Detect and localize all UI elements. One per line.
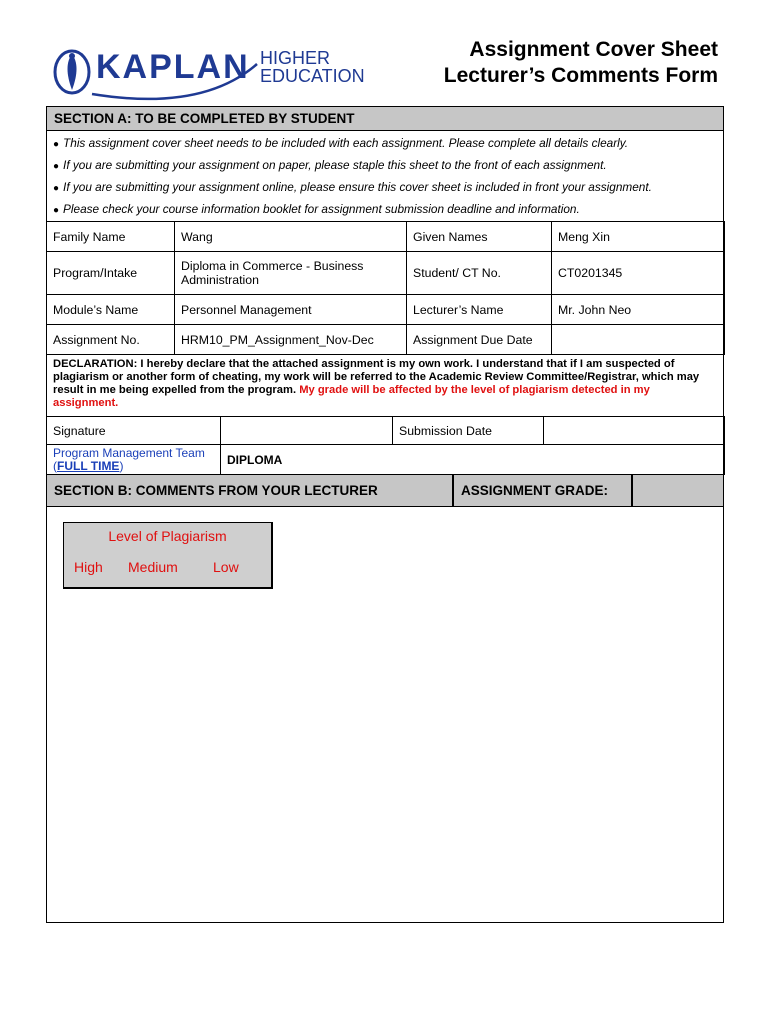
signature-label: Signature	[47, 417, 221, 445]
plagiarism-title: Level of Plagiarism	[108, 528, 227, 544]
module-field[interactable]: Personnel Management	[175, 295, 407, 325]
program-label: Program/Intake	[47, 252, 175, 295]
given-names-field[interactable]: Meng Xin	[552, 222, 725, 252]
plagiarism-level-box	[63, 522, 273, 589]
plagiarism-option-high[interactable]: High	[74, 559, 103, 575]
given-names-label: Given Names	[407, 222, 552, 252]
submission-table	[46, 416, 725, 475]
logo-text: KAPLAN	[96, 48, 250, 86]
kaplan-logo	[52, 34, 382, 114]
full-time-link[interactable]: FULL TIME	[57, 458, 120, 473]
student-details-table	[46, 221, 725, 355]
svg-text:HIGHER: HIGHER	[260, 48, 331, 68]
family-name-field[interactable]: Wang	[175, 222, 407, 252]
pm-team-label: Program Management Team (FULL TIME)	[47, 445, 221, 475]
student-no-field[interactable]: CT0201345	[552, 252, 725, 295]
instruction-bullet: ● This assignment cover sheet needs to be included with each assignment. Please complete all details clearly.	[53, 136, 629, 150]
lecturer-field[interactable]: Mr. John Neo	[552, 295, 725, 325]
instruction-bullet: ● If you are submitting your assignment online, please ensure this cover sheet is included in front your assignment.	[53, 180, 652, 194]
signature-field[interactable]	[221, 417, 393, 445]
section-a-heading: SECTION A: TO BE COMPLETED BY STUDENT	[46, 106, 724, 131]
family-name-label: Family Name	[47, 222, 175, 252]
title-line-2: Lecturer’s Comments Form	[443, 64, 718, 87]
title-line-1: Assignment Cover Sheet	[469, 38, 718, 61]
module-label: Module’s Name	[47, 295, 175, 325]
student-no-label: Student/ CT No.	[407, 252, 552, 295]
lecturer-label: Lecturer’s Name	[407, 295, 552, 325]
section-b-heading: SECTION B: COMMENTS FROM YOUR LECTURER	[46, 474, 453, 507]
declaration: DECLARATION: I hereby declare that the attached assignment is my own work. I understand that if I am suspected of plagiarism or another form of cheating, my work will be referred to the Academic Review Committee/Registrar, which may result in me being expelled from the program. My grade will be affected by the level of plagiarism detected in my assignment.	[53, 358, 700, 409]
due-date-field[interactable]	[552, 325, 725, 355]
lecturer-comments-area[interactable]	[47, 600, 723, 922]
assignment-grade-field[interactable]	[632, 474, 724, 507]
assignment-no-label: Assignment No.	[47, 325, 175, 355]
plagiarism-option-low[interactable]: Low	[213, 559, 239, 575]
due-date-label: Assignment Due Date	[407, 325, 552, 355]
declaration-warning: My grade will be affected by the level of plagiarism detected in my assignment.	[53, 384, 650, 409]
pm-team-value: DIPLOMA	[221, 445, 725, 475]
submission-date-label: Submission Date	[393, 417, 544, 445]
instruction-bullet: ● If you are submitting your assignment on paper, please staple this sheet to the front of each assignment.	[53, 158, 607, 172]
assignment-grade-label: ASSIGNMENT GRADE:	[453, 474, 632, 507]
plagiarism-option-medium[interactable]: Medium	[128, 559, 178, 575]
svg-text:EDUCATION: EDUCATION	[260, 66, 365, 86]
assignment-no-field[interactable]: HRM10_PM_Assignment_Nov-Dec	[175, 325, 407, 355]
submission-date-field[interactable]	[544, 417, 725, 445]
program-field[interactable]: Diploma in Commerce - Business Administration	[175, 252, 407, 295]
instruction-bullet: ● Please check your course information booklet for assignment submission deadline and information.	[53, 202, 580, 216]
